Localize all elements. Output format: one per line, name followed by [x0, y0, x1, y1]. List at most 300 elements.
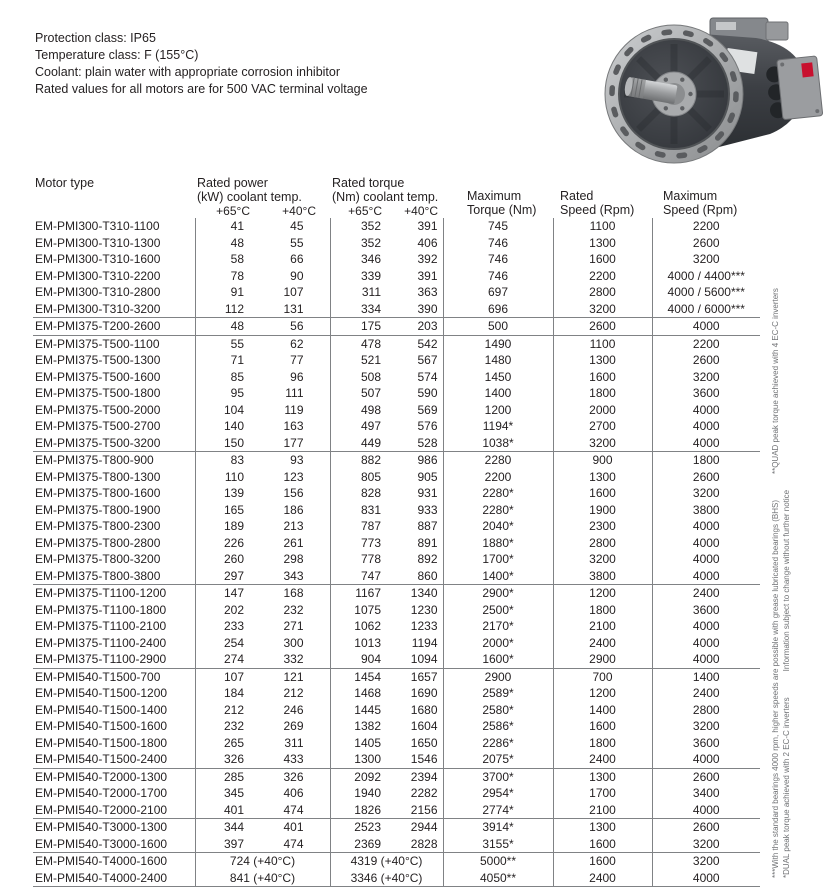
motor-type-cell: EM-PMI540-T1500-1200: [35, 686, 168, 701]
torque-40-cell: 2394: [410, 769, 438, 784]
table-row: [33, 284, 760, 301]
motor-type-cell: EM-PMI300-T310-1100: [35, 219, 160, 234]
power-40-cell: 213: [283, 519, 304, 534]
power-40-cell: 186: [283, 502, 304, 517]
rated-speed-cell: 1600: [553, 718, 652, 735]
power-40-cell: 90: [290, 268, 304, 283]
motor-type-cell: EM-PMI375-T500-2700: [35, 419, 161, 434]
torque-40-cell: 892: [417, 552, 438, 567]
max-speed-cell: 4000: [652, 435, 760, 452]
torque-40-cell: 1690: [410, 686, 438, 701]
max-torque-cell: 2000*: [443, 635, 553, 652]
max-torque-cell: 1038*: [443, 435, 553, 452]
max-torque-cell: 746: [443, 251, 553, 268]
rated-speed-cell: 1600: [553, 485, 652, 502]
torque-65-cell: 521: [330, 352, 390, 369]
max-speed-cell: 2600: [652, 235, 760, 252]
max-speed-cell: 4000: [652, 651, 760, 668]
table-row: [33, 853, 760, 870]
power-40-cell: 121: [283, 669, 304, 684]
rated-speed-cell: 2900: [553, 651, 652, 668]
torque-40-cell: 1194: [411, 635, 438, 650]
max-speed-cell: 2600: [652, 819, 760, 836]
motor-type-cell: EM-PMI375-T1100-2900: [33, 651, 195, 668]
power-40-cell: 261: [283, 535, 304, 550]
rated-speed-cell: 2400: [553, 751, 652, 768]
torque-40-cell: 1340: [410, 586, 438, 601]
table-header: [33, 176, 760, 218]
motor-type-cell: EM-PMI540-T1500-1800: [35, 735, 168, 750]
max-torque-cell: 2075*: [443, 751, 553, 768]
rated-speed-cell: 1300: [553, 819, 652, 836]
torque-40-cell: 576: [417, 419, 438, 434]
torque-65-cell: 882: [330, 452, 390, 469]
power-65-cell: 344: [195, 819, 270, 836]
max-torque-cell: 2040*: [443, 518, 553, 535]
torque-65-cell: 352: [330, 218, 390, 235]
max-speed-cell: 4000 / 4400***: [652, 268, 760, 285]
power-65-cell: 85: [195, 369, 270, 386]
motor-type-cell: EM-PMI540-T3000-1600: [33, 836, 195, 853]
power-40-cell: 326: [283, 769, 304, 784]
rated-speed-cell: 2100: [553, 802, 652, 819]
max-torque-cell: 1200: [443, 402, 553, 419]
power-merged-cell: 841 (+40°C): [195, 870, 330, 887]
motor-type-cell: EM-PMI540-T4000-2400: [33, 870, 195, 887]
torque-65-cell: 478: [330, 335, 390, 352]
table-row: [33, 418, 760, 435]
motor-type-cell: EM-PMI375-T500-1100: [35, 336, 160, 351]
power-40-cell: 107: [283, 285, 304, 300]
table-row: [33, 385, 760, 402]
power-40-cell: 45: [290, 219, 304, 234]
max-torque-cell: 2280: [443, 452, 553, 469]
motor-type-cell: EM-PMI375-T500-1600: [35, 369, 161, 384]
power-40-cell: 332: [270, 651, 330, 668]
max-speed-cell: 2400: [652, 685, 760, 702]
power-40-cell: 298: [283, 552, 304, 567]
power-40-cell: 93: [290, 453, 304, 468]
max-torque-cell: 2774*: [443, 802, 553, 819]
motor-type-cell: EM-PMI375-T800-3200: [35, 552, 161, 567]
motor-type-cell: EM-PMI375-T800-1300: [35, 469, 161, 484]
max-speed-cell: 2600: [652, 352, 760, 369]
power-40-cell: 119: [284, 402, 304, 417]
table-row: [33, 635, 760, 652]
table-row: [33, 768, 760, 785]
table-row: [33, 268, 760, 285]
max-speed-cell: 3400: [652, 785, 760, 802]
max-speed-cell: 4000: [652, 751, 760, 768]
max-speed-cell: 4000: [652, 618, 760, 635]
rated-speed-cell: 1300: [553, 469, 652, 486]
table-row: [33, 751, 760, 768]
max-speed-cell: 3800: [652, 502, 760, 519]
rated-speed-cell: 1600: [553, 836, 652, 853]
power-40-cell: 343: [270, 568, 330, 585]
torque-40-cell: 203: [390, 318, 443, 336]
power-40-cell: 474: [270, 802, 330, 819]
motor-type-cell: EM-PMI300-T310-3200: [33, 301, 195, 318]
motor-type-cell: EM-PMI540-T2000-2100: [33, 802, 195, 819]
power-65-cell: 212: [195, 702, 270, 719]
motor-type-cell: EM-PMI375-T800-2800: [35, 535, 161, 550]
torque-40-cell: 390: [390, 301, 443, 318]
subheader-power-40: +40°C: [282, 204, 316, 218]
max-torque-cell: 2586*: [443, 718, 553, 735]
rated-speed-cell: 2800: [553, 284, 652, 301]
power-65-cell: 397: [195, 836, 270, 853]
torque-40-cell: 905: [417, 469, 438, 484]
max-torque-cell: 2900*: [443, 585, 553, 602]
torque-65-cell: 805: [330, 469, 390, 486]
power-40-cell: 232: [283, 602, 304, 617]
power-65-cell: 48: [195, 235, 270, 252]
max-torque-cell: 2170*: [443, 618, 553, 635]
torque-40-cell: 1094: [390, 651, 443, 668]
table-row: [33, 251, 760, 268]
max-torque-cell: 2589*: [443, 685, 553, 702]
table-row: [33, 702, 760, 719]
max-speed-cell: 3200: [652, 836, 760, 853]
power-65-cell: 48: [195, 318, 270, 336]
torque-40-cell: 2828: [390, 836, 443, 853]
power-65-cell: 91: [195, 284, 270, 301]
torque-40-cell: 887: [417, 519, 438, 534]
motor-type-cell: EM-PMI375-T200-2600: [33, 318, 195, 336]
max-speed-cell: 4000: [652, 802, 760, 819]
header-rated-power: Rated power: [197, 176, 268, 190]
torque-65-cell: 1167: [330, 585, 390, 602]
power-65-cell: 297: [195, 568, 270, 585]
torque-40-cell: 2156: [390, 802, 443, 819]
max-torque-cell: 746: [443, 235, 553, 252]
motor-type-cell: EM-PMI300-T310-1300: [35, 235, 161, 250]
footnote-line-2: *DUAL peak torque achieved with 2 EC-C invertersInformation subject to change without further notice: [782, 489, 791, 878]
motor-type-cell: EM-PMI375-T1100-1800: [35, 602, 167, 617]
torque-65-cell: 1826: [330, 802, 390, 819]
table-row: [33, 551, 760, 568]
motor-type-cell: EM-PMI375-T500-1800: [35, 386, 161, 401]
power-65-cell: 78: [195, 268, 270, 285]
rated-speed-cell: 1300: [553, 352, 652, 369]
max-speed-cell: 4000: [652, 870, 760, 887]
rated-speed-cell: 2700: [553, 418, 652, 435]
torque-40-cell: 933: [417, 502, 438, 517]
max-speed-cell: 2200: [652, 335, 760, 352]
power-merged-cell: 724 (+40°C): [195, 853, 330, 870]
power-65-cell: 139: [195, 485, 270, 502]
table-row: [33, 335, 760, 352]
torque-65-cell: 904: [330, 651, 390, 668]
max-torque-cell: 1450: [443, 369, 553, 386]
motor-type-cell: EM-PMI375-T1100-1200: [35, 586, 167, 601]
header-torque-unit: (Nm) coolant temp.: [332, 190, 439, 204]
table-row: [33, 836, 760, 853]
subheader-torque-65: +65°C: [348, 204, 382, 218]
max-speed-cell: 4000: [652, 418, 760, 435]
power-65-cell: 345: [195, 785, 270, 802]
power-65-cell: 147: [195, 585, 270, 602]
torque-65-cell: 828: [330, 485, 390, 502]
max-torque-cell: 1880*: [443, 535, 553, 552]
table-row: [33, 718, 760, 735]
rated-speed-cell: 1600: [553, 251, 652, 268]
torque-40-cell: 391: [417, 268, 438, 283]
max-speed-cell: 4000: [652, 551, 760, 568]
table-row: [33, 802, 760, 819]
torque-40-cell: 574: [417, 369, 438, 384]
torque-40-cell: 2282: [410, 786, 438, 801]
motor-type-cell: EM-PMI375-T800-900: [35, 453, 154, 468]
table-row: [33, 568, 760, 585]
rated-speed-cell: 2600: [553, 318, 652, 336]
rated-speed-cell: 1200: [553, 685, 652, 702]
max-speed-cell: 4000: [652, 568, 760, 585]
max-speed-cell: 2600: [652, 768, 760, 785]
header-rated-speed: Rated Speed (Rpm): [560, 189, 635, 217]
motor-type-cell: EM-PMI540-T1500-1400: [35, 702, 168, 717]
max-torque-cell: 2280*: [443, 485, 553, 502]
power-65-cell: 112: [195, 301, 270, 318]
max-torque-cell: 696: [443, 301, 553, 318]
torque-40-cell: 363: [417, 285, 438, 300]
footnote-line-1: ***With the standard bearings 4000 rpm, higher speeds are possible with grease lubricated bearings (BHS)**QUAD peak torque achieved with 4 EC-C inverters: [771, 288, 780, 878]
max-speed-cell: 3200: [652, 718, 760, 735]
max-torque-cell: 745: [443, 218, 553, 235]
torque-65-cell: 334: [330, 301, 390, 318]
motor-type-cell: EM-PMI375-T800-2300: [35, 519, 161, 534]
torque-65-cell: 175: [330, 318, 390, 336]
torque-40-cell: 891: [417, 535, 438, 550]
motor-type-cell: EM-PMI375-T500-2000: [35, 402, 161, 417]
table-row: [33, 452, 760, 469]
power-65-cell: 41: [195, 218, 270, 235]
torque-merged-cell: 4319 (+40°C): [330, 853, 443, 870]
max-speed-cell: 1800: [652, 452, 760, 469]
rated-speed-cell: 700: [553, 668, 652, 685]
motor-type-cell: EM-PMI300-T310-1600: [35, 252, 161, 267]
motor-type-cell: EM-PMI375-T500-3200: [33, 435, 195, 452]
power-40-cell: 474: [270, 836, 330, 853]
spec-table: [33, 176, 760, 887]
rated-speed-cell: 2200: [553, 268, 652, 285]
torque-40-cell: 1657: [410, 669, 438, 684]
motor-photo: [598, 10, 823, 168]
rated-speed-cell: 1100: [553, 218, 652, 235]
torque-40-cell: 590: [417, 386, 438, 401]
torque-65-cell: 1300: [330, 751, 390, 768]
motor-type-cell: EM-PMI540-T1500-2400: [33, 751, 195, 768]
torque-65-cell: 831: [330, 502, 390, 519]
table-row: [33, 819, 760, 836]
motor-type-cell: EM-PMI375-T1100-2400: [35, 635, 167, 650]
header-power-unit: (kW) coolant temp.: [197, 190, 302, 204]
table-row: [33, 651, 760, 668]
rated-speed-cell: 1600: [553, 369, 652, 386]
table-row: [33, 668, 760, 685]
max-speed-cell: 3200: [652, 251, 760, 268]
power-65-cell: 233: [195, 618, 270, 635]
torque-65-cell: 1940: [330, 785, 390, 802]
rated-speed-cell: 2800: [553, 535, 652, 552]
info-line-temperature: Temperature class: F (155°C): [35, 48, 199, 62]
max-torque-cell: 1600*: [443, 651, 553, 668]
rated-speed-cell: 1300: [553, 235, 652, 252]
max-torque-cell: 2200: [443, 469, 553, 486]
motor-type-cell: EM-PMI540-T1500-700: [35, 669, 161, 684]
torque-65-cell: 352: [330, 235, 390, 252]
brand-label: [801, 62, 813, 77]
power-40-cell: 177: [270, 435, 330, 452]
rated-speed-cell: 1700: [553, 785, 652, 802]
max-speed-cell: 3200: [652, 369, 760, 386]
torque-65-cell: 1445: [330, 702, 390, 719]
power-65-cell: 265: [195, 735, 270, 752]
rated-speed-cell: 3800: [553, 568, 652, 585]
power-40-cell: 111: [285, 386, 304, 401]
power-40-cell: 246: [283, 702, 304, 717]
power-65-cell: 58: [195, 251, 270, 268]
rated-speed-cell: 1800: [553, 602, 652, 619]
motor-type-cell: EM-PMI540-T2000-1300: [35, 769, 168, 784]
power-65-cell: 165: [195, 502, 270, 519]
max-speed-cell: 4000: [652, 535, 760, 552]
torque-65-cell: 311: [330, 284, 390, 301]
power-65-cell: 326: [195, 751, 270, 768]
max-torque-cell: 1490: [443, 335, 553, 352]
torque-65-cell: 1013: [330, 635, 390, 652]
table-row: [33, 352, 760, 369]
rated-speed-cell: 1400: [553, 702, 652, 719]
power-40-cell: 163: [283, 419, 304, 434]
rated-speed-cell: 900: [553, 452, 652, 469]
power-65-cell: 83: [195, 452, 270, 469]
torque-40-cell: 931: [417, 486, 438, 501]
max-speed-cell: 4000: [652, 518, 760, 535]
max-torque-cell: 2954*: [443, 785, 553, 802]
torque-65-cell: 508: [330, 369, 390, 386]
max-torque-cell: 4050**: [443, 870, 553, 887]
motor-type-cell: EM-PMI375-T800-1900: [35, 502, 161, 517]
header-max-speed: Maximum Speed (Rpm): [663, 189, 738, 217]
power-40-cell: 56: [270, 318, 330, 336]
header-motor-type: Motor type: [35, 176, 95, 190]
motor-type-cell: EM-PMI540-T2000-1700: [35, 786, 168, 801]
torque-40-cell: 1680: [410, 702, 438, 717]
rated-speed-cell: 2400: [553, 870, 652, 887]
torque-65-cell: 1454: [330, 668, 390, 685]
max-speed-cell: 2200: [652, 218, 760, 235]
table-row: [33, 485, 760, 502]
table-body: [33, 218, 760, 887]
torque-40-cell: 528: [390, 435, 443, 452]
max-torque-cell: 5000**: [443, 853, 553, 870]
max-torque-cell: 3700*: [443, 768, 553, 785]
power-65-cell: 232: [195, 718, 270, 735]
header-rated-torque: Rated torque: [332, 176, 405, 190]
torque-65-cell: 507: [330, 385, 390, 402]
max-torque-cell: 3914*: [443, 819, 553, 836]
table-row: [33, 218, 760, 235]
max-torque-cell: 746: [443, 268, 553, 285]
max-torque-cell: 1400: [443, 385, 553, 402]
power-65-cell: 184: [195, 685, 270, 702]
table-row: [33, 785, 760, 802]
max-torque-cell: 3155*: [443, 836, 553, 853]
info-line-rated-values: Rated values for all motors are for 500 VAC terminal voltage: [35, 82, 368, 96]
subheader-power-65: +65°C: [216, 204, 250, 218]
max-torque-cell: 2580*: [443, 702, 553, 719]
max-speed-cell: 1400: [652, 668, 760, 685]
table-row: [33, 870, 760, 887]
max-speed-cell: 3200: [652, 853, 760, 870]
power-40-cell: 96: [290, 369, 304, 384]
power-65-cell: 401: [195, 802, 270, 819]
max-torque-cell: 1480: [443, 352, 553, 369]
torque-65-cell: 1062: [330, 618, 390, 635]
motor-type-cell: EM-PMI540-T3000-1300: [35, 820, 168, 835]
motor-type-cell: EM-PMI540-T4000-1600: [35, 854, 168, 869]
torque-65-cell: 498: [330, 402, 390, 419]
power-40-cell: 62: [290, 336, 304, 351]
max-torque-cell: 1400*: [443, 568, 553, 585]
power-40-cell: 300: [283, 635, 304, 650]
max-speed-cell: 2600: [652, 469, 760, 486]
rated-speed-cell: 2100: [553, 618, 652, 635]
torque-40-cell: 542: [417, 336, 438, 351]
max-speed-cell: 3600: [652, 735, 760, 752]
table-row: [33, 602, 760, 619]
torque-40-cell: 986: [417, 453, 438, 468]
power-65-cell: 104: [195, 402, 270, 419]
torque-40-cell: 860: [390, 568, 443, 585]
power-40-cell: 401: [283, 820, 304, 835]
table-row: [33, 735, 760, 752]
power-65-cell: 189: [195, 518, 270, 535]
power-40-cell: 156: [283, 486, 304, 501]
power-40-cell: 269: [283, 719, 304, 734]
max-speed-cell: 4000: [652, 402, 760, 419]
torque-40-cell: 567: [417, 353, 438, 368]
rated-speed-cell: 3200: [553, 551, 652, 568]
torque-65-cell: 787: [330, 518, 390, 535]
power-40-cell: 55: [290, 235, 304, 250]
max-speed-cell: 2400: [652, 585, 760, 602]
torque-40-cell: 391: [417, 219, 438, 234]
torque-65-cell: 449: [330, 435, 390, 452]
table-row: [33, 235, 760, 252]
torque-40-cell: 1546: [390, 751, 443, 768]
torque-40-cell: 1650: [410, 735, 438, 750]
subheader-torque-40: +40°C: [404, 204, 438, 218]
torque-65-cell: 1382: [330, 718, 390, 735]
torque-65-cell: 2523: [330, 819, 390, 836]
torque-65-cell: 497: [330, 418, 390, 435]
torque-65-cell: 1468: [330, 685, 390, 702]
power-65-cell: 71: [195, 352, 270, 369]
max-speed-cell: 4000 / 6000***: [652, 301, 760, 318]
max-torque-cell: 2280*: [443, 502, 553, 519]
torque-40-cell: 1230: [410, 602, 438, 617]
torque-65-cell: 339: [330, 268, 390, 285]
max-torque-cell: 2500*: [443, 602, 553, 619]
max-speed-cell: 3600: [652, 385, 760, 402]
power-65-cell: 285: [195, 768, 270, 785]
power-65-cell: 274: [195, 651, 270, 668]
info-line-coolant: Coolant: plain water with appropriate corrosion inhibitor: [35, 65, 341, 79]
torque-65-cell: 747: [330, 568, 390, 585]
